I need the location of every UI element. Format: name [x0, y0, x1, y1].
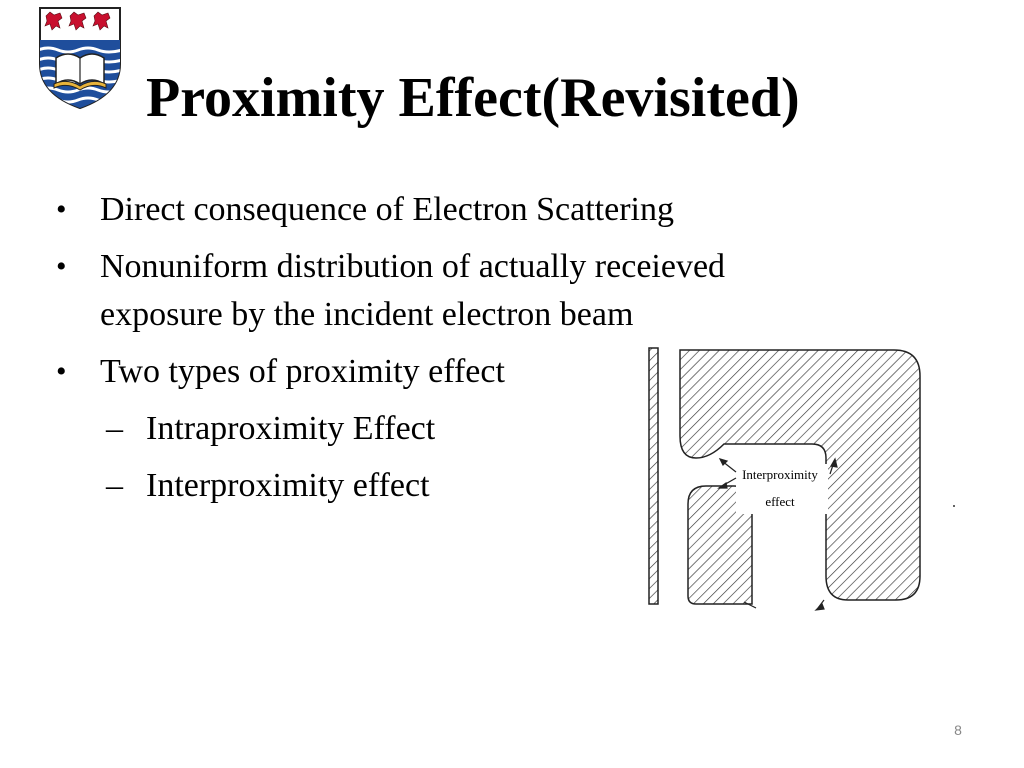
bullet-text: Direct consequence of Electron Scattering [100, 191, 674, 228]
bullet-dot: • [56, 355, 67, 388]
sub-bullet-text: Intraproximity Effect [146, 410, 436, 447]
sub-bullet-text: Interproximity effect [146, 467, 430, 504]
sub-bullet-dash: – [106, 467, 123, 504]
bullet-text: Two types of proximity effect [100, 353, 505, 390]
bullet-dot: • [56, 250, 67, 283]
slide-number: 8 [954, 722, 962, 738]
slide-title: Proximity Effect(Revisited) [146, 67, 800, 129]
bullet-text: Nonuniform distribution of actually receieved exposure by the incident electron beam [100, 248, 726, 333]
proximity-effect-diagram [640, 340, 980, 670]
sub-bullet-dash: – [106, 410, 123, 447]
bullet-item [56, 243, 876, 339]
bullet-item [56, 186, 876, 234]
thin-line-pattern [649, 348, 658, 604]
figure-label-line2: effect [765, 494, 795, 509]
university-crest-logo [38, 6, 122, 110]
bullet-dot: • [56, 193, 67, 226]
figure-label-line1: Interproximity [742, 467, 818, 482]
